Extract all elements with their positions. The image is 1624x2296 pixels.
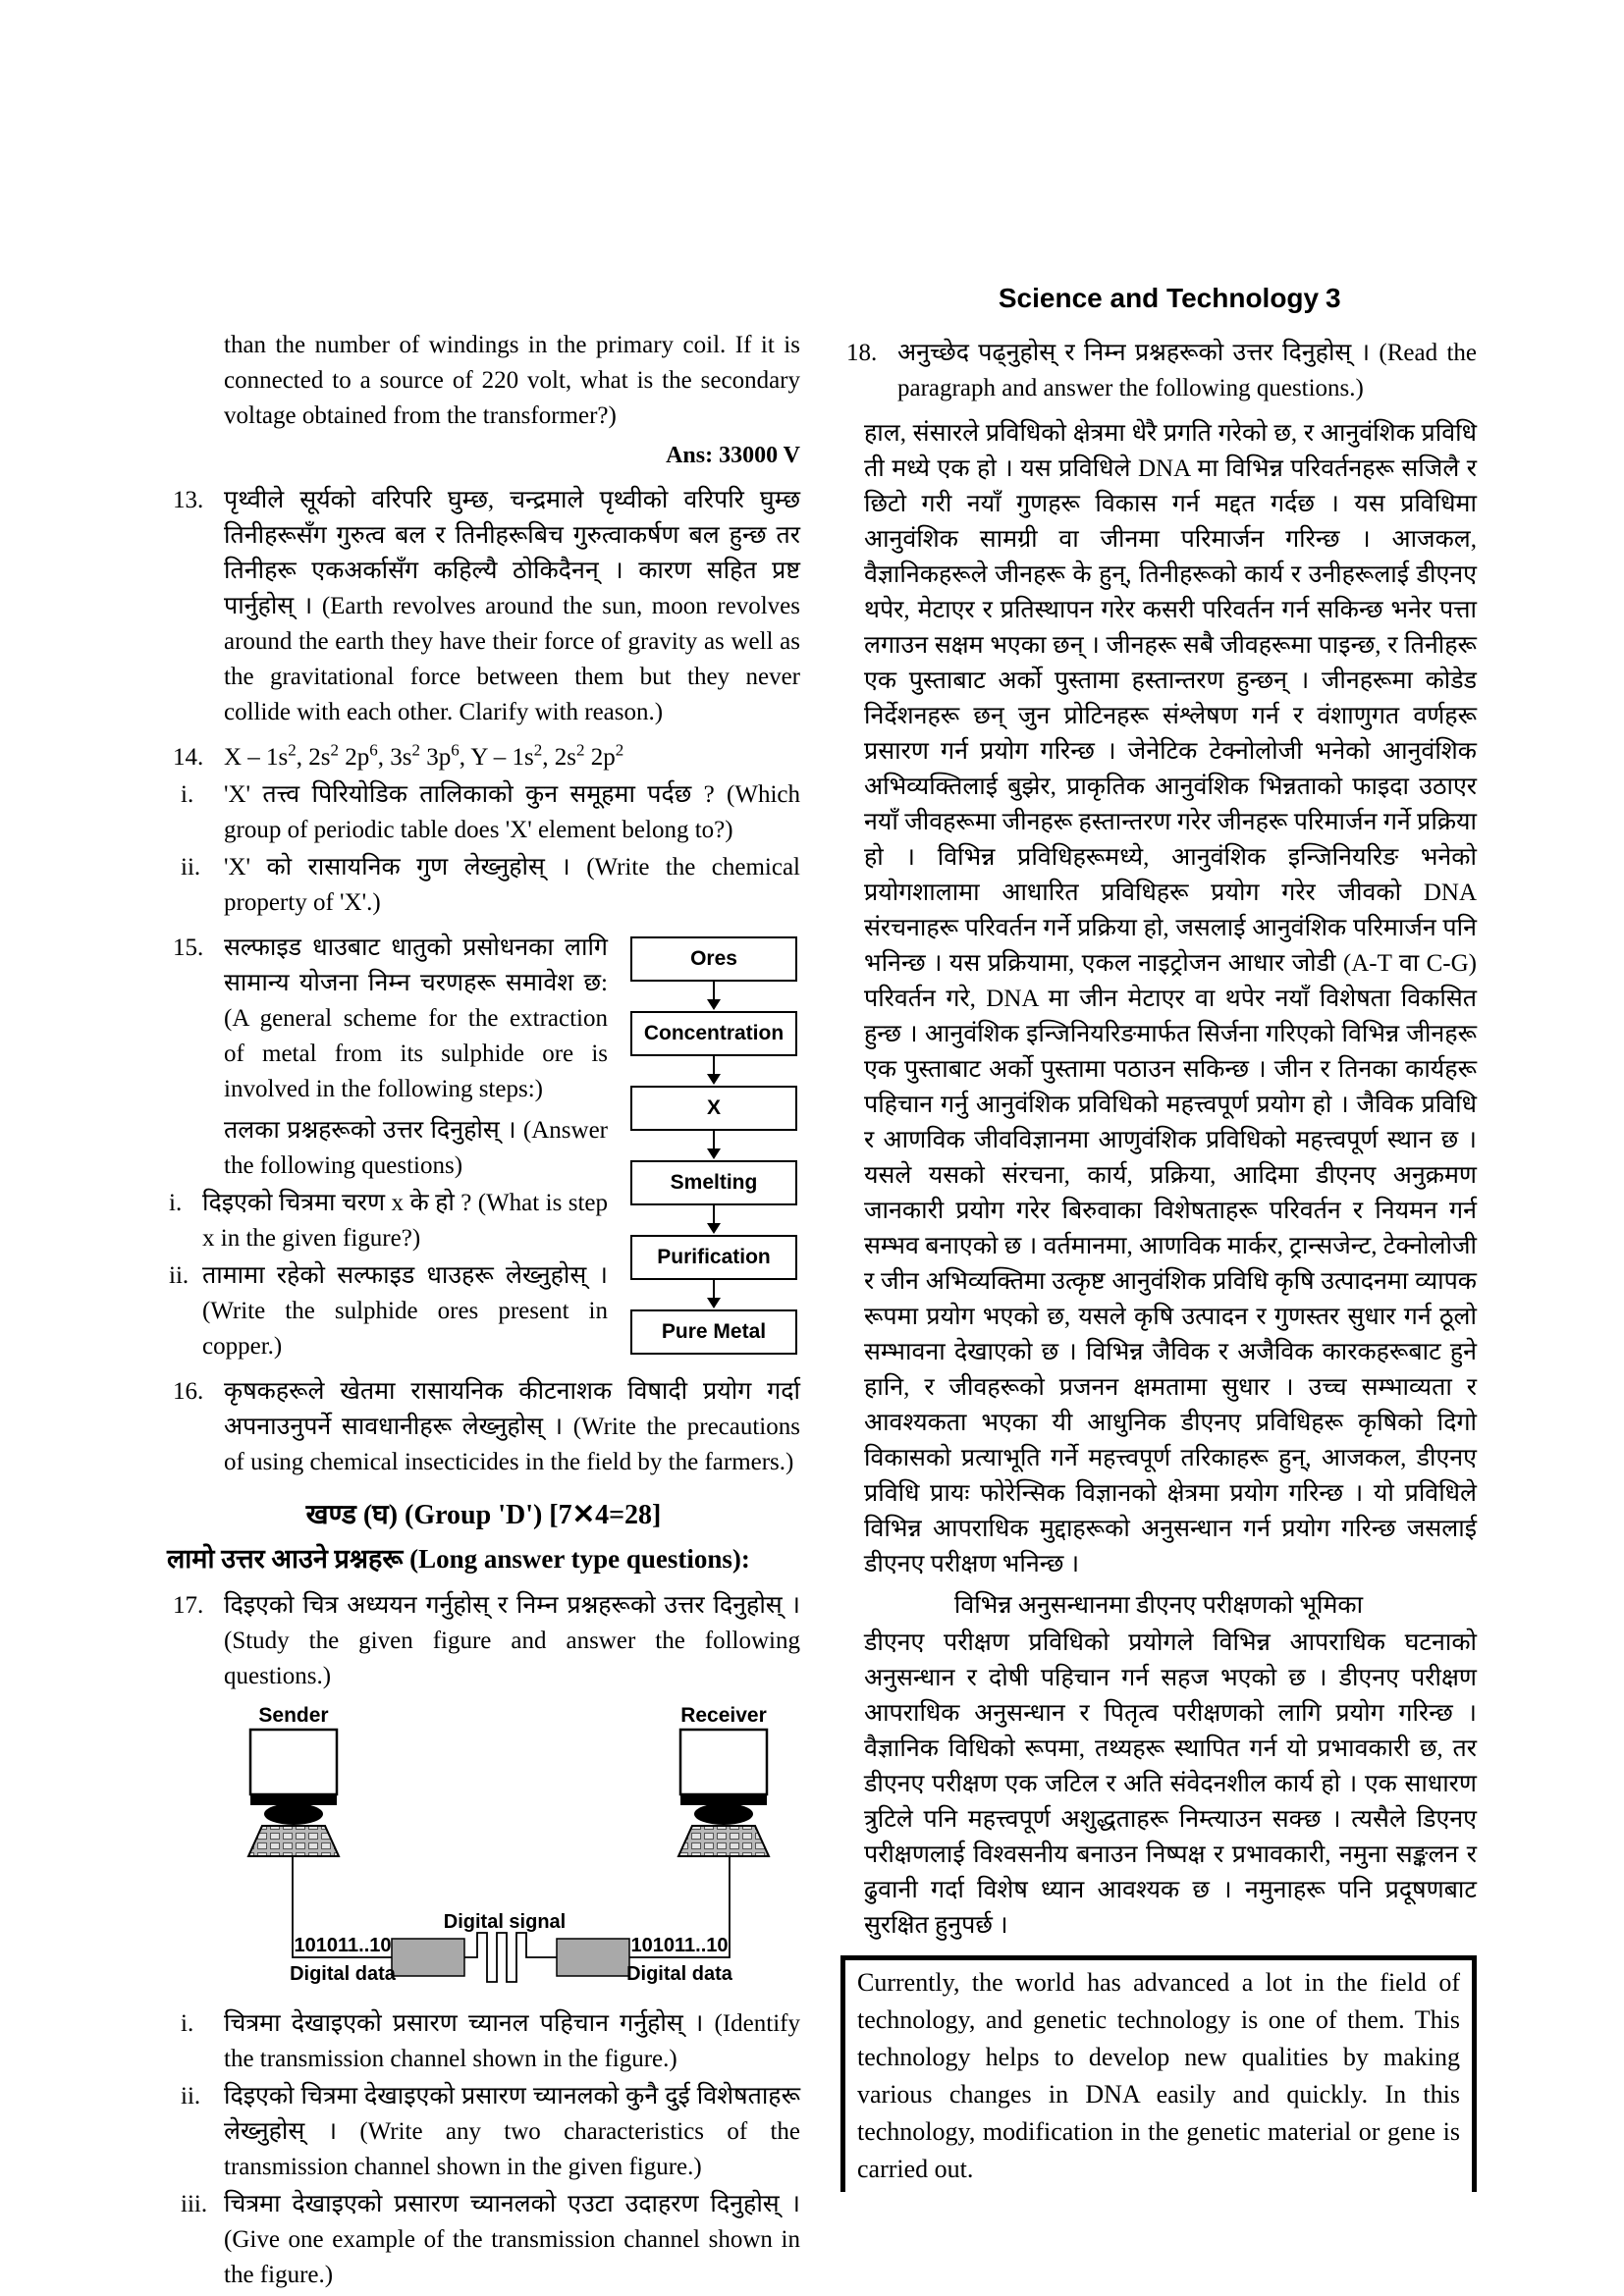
modem-box-right — [557, 1939, 629, 1976]
receiver-label: Receiver — [680, 1704, 767, 1727]
electron-configuration-formula: X – $1s^2$, $2s^2$ $2p^6$, $3s^2$ $3p^6$, Y – $1s^2$, $2s^2$ $2p^2$ — [224, 740, 624, 771]
question-text: सल्फाइड धाउबाट धातुको प्रसोधनका लागि सामान्य योजना निम्न चरणहरू समावेश छ: (A general scheme for the extraction of metal from its sulphide ore is involved in the following steps:) — [224, 934, 608, 1102]
question-15-block — [167, 931, 800, 1480]
sender-monitor-icon — [250, 1730, 337, 1794]
sub-question-number: i. — [181, 2010, 194, 2037]
sub-question-text: दिइएको चित्रमा देखाइएको प्रसारण च्यानलको कुनै दुई विशेषताहरू लेख्नुहोस् । (Write any two characteristics of the transmission channel shown in the given figure.) — [224, 2083, 800, 2180]
flowchart-down-arrow-icon — [706, 1131, 722, 1160]
flowchart-step-box: X — [630, 1086, 797, 1131]
receiver-monitor-stand-icon — [694, 1803, 753, 1825]
question-17-sub-iii — [167, 2187, 800, 2293]
passage-subheading: विभिन्न अनुसन्धानमा डीएनए परीक्षणको भूमिका — [953, 1592, 1364, 1619]
modem-box-left — [392, 1939, 464, 1976]
digital-data-bits-right: 101011..10 — [630, 1935, 729, 1956]
long-answer-heading: लामो उत्तर आउने प्रश्नहरू (Long answer type questions): — [167, 1544, 750, 1574]
group-d-heading: खण्ड (घ) (Group 'D') [7✕4=28] — [305, 1500, 662, 1530]
digital-data-bits-left: 101011..10 — [294, 1935, 392, 1956]
sub-question-number: ii. — [169, 1262, 189, 1289]
question-14 — [167, 740, 800, 775]
receiver-monitor-icon — [680, 1730, 767, 1794]
reading-passage-paragraph-2: डीएनए परीक्षण प्रविधिको प्रयोगले विभिन्न आपराधिक घटनाको अनुसन्धान र दोषी पहिचान गर्न सहज भएको छ । डीएनए परीक्षण आपराधिक अनुसन्धान र पितृत्व परीक्षणको लागि प्रयोग गरिन्छ । वैज्ञानिक विधिको रूपमा, तथ्यहरू स्थापित गर्न यो प्रभावकारी छ, तर डीएनए परीक्षण एक जटिल र अति संवेदनशील कार्य हो । एक साधारण त्रुटिले पनि महत्त्वपूर्ण अशुद्धताहरू निम्त्याउन सक्छ । त्यसैले डिएनए परीक्षणलाई विश्वसनीय बनाउन निष्पक्ष र प्रभावकारी, नमुना सङ्कलन र ढुवानी गर्दा विशेष ध्यान आवश्यक छ । नमुनाहरू पनि प्रदूषणबाट सुरक्षित हुनुपर्छ । — [864, 1629, 1477, 1939]
question-number: 14. — [173, 744, 204, 771]
question-12-continuation: than the number of windings in the primary coil. If it is connected to a source of 220 volt, what is the secondary voltage obtained from the transformer?) — [224, 332, 800, 429]
question-15-sub-i — [167, 1186, 800, 1256]
flowchart-step-box: Concentration — [630, 1011, 797, 1056]
question-number: 17. — [173, 1592, 204, 1619]
sub-question-text: 'X' तत्त्व पिरियोडिक तालिकाको कुन समूहमा पर्दछ ? (Which group of periodic table does 'X' element belong to?) — [224, 781, 800, 843]
question-number: 13. — [173, 487, 204, 513]
square-wave-icon — [473, 1933, 540, 1982]
sub-question-number: ii. — [181, 2083, 201, 2109]
digital-data-label-right: Digital data — [626, 1963, 732, 1985]
question-18 — [840, 336, 1477, 406]
question-text: कृषकहरूले खेतमा रासायनिक कीटनाशक विषादी प्रयोग गर्दा अपनाउनुपर्ने सावधानीहरू लेख्नुहोस् । (Write the precautions of using chemical insecticides in the field by the farmers.) — [224, 1378, 800, 1475]
question-14-sub-ii — [167, 850, 800, 921]
sub-question-text: 'X' को रासायनिक गुण लेख्नुहोस् । (Write the chemical property of 'X'.) — [224, 854, 800, 916]
answer-value: Ans: 33000 V — [666, 443, 800, 468]
flowchart-step-box: Purification — [630, 1235, 797, 1280]
boxed-english-translation: Currently, the world has advanced a lot in the field of technology, and genetic technology is one of them. This technology helps to develop new qualities by making various changes in DNA easily and quickly. In this technology, modification in the genetic material or gene is carried out. — [840, 1955, 1477, 2192]
transmission-channel-figure — [167, 1704, 800, 2004]
receiver-keyboard-icon — [678, 1826, 769, 1856]
sender-keyboard-icon — [248, 1826, 339, 1856]
question-text: पृथ्वीले सूर्यको वरिपरि घुम्छ, चन्द्रमाले पृथ्वीको वरिपरि घुम्छ तिनीहरूसँग गुरुत्व बल र तिनीहरूबिच गुरुत्वाकर्षण बल हुन्छ तर तिनीहरू एकअर्कासँग कहिल्यै ठोकिदैनन् । कारण सहित प्रष्ट पार्नुहोस् । (Earth revolves around the sun, moon revolves around the earth they have their force of gravity as well as the gravitational force between them but they never collide with each other. Clarify with reason.) — [224, 487, 800, 725]
sub-question-text: चित्रमा देखाइएको प्रसारण च्यानलको एउटा उदाहरण दिनुहोस् । (Give one example of the transmission channel shown in the figure.) — [224, 2191, 800, 2288]
question-text: दिइएको चित्र अध्ययन गर्नुहोस् र निम्न प्रश्नहरूको उत्तर दिनुहोस् । (Study the given figure and answer the following questions.) — [224, 1592, 800, 1689]
question-16 — [167, 1374, 800, 1480]
page-number: 3 — [1326, 283, 1341, 313]
question-14-sub-i — [167, 777, 800, 848]
question-number: 15. — [173, 934, 204, 961]
sender-computer-icon — [248, 1704, 339, 1856]
left-column — [167, 328, 800, 2293]
sub-question-text: चित्रमा देखाइएको प्रसारण च्यानल पहिचान गर्नुहोस् । (Identify the transmission channel shown in the figure.) — [224, 2010, 800, 2072]
sender-label: Sender — [258, 1704, 329, 1727]
question-15 — [167, 931, 800, 1107]
sub-question-number: ii. — [181, 854, 201, 881]
receiver-computer-icon — [678, 1704, 769, 1856]
question-number: 16. — [173, 1378, 204, 1405]
right-column — [840, 336, 1477, 2192]
sub-question-number: i. — [181, 781, 194, 808]
answer-prompt: तलका प्रश्नहरूको उत्तर दिनुहोस् । (Answer the following questions) — [224, 1117, 608, 1179]
flowchart-step-box: Ores — [630, 936, 797, 982]
digital-signal-label: Digital signal — [443, 1911, 567, 1933]
question-text: अनुच्छेद पढ्नुहोस् र निम्न प्रश्नहरूको उत्तर दिनुहोस् । (Read the paragraph and answer the following questions.) — [897, 340, 1477, 401]
question-13 — [167, 483, 800, 730]
flowchart-step-box: Smelting — [630, 1160, 797, 1205]
question-17 — [167, 1588, 800, 1694]
question-number: 18. — [846, 340, 878, 366]
page-title: Science and Technology — [998, 283, 1320, 313]
question-17-sub-ii — [167, 2079, 800, 2185]
page-header — [840, 283, 1477, 322]
sub-question-text: दिइएको चित्रमा चरण x के हो ? (What is step x in the given figure?) — [202, 1190, 608, 1252]
sub-question-number: i. — [169, 1190, 183, 1216]
reading-passage-paragraph-1: हाल, संसारले प्रविधिको क्षेत्रमा धेरै प्रगति गरेको छ, र आनुवंशिक प्रविधि ती मध्ये एक हो । यस प्रविधिले DNA मा विभिन्न परिवर्तनहरू सजिलै र छिटो गरी नयाँ गुणहरू विकास गर्न मद्दत गर्दछ । यस प्रविधिमा आनुवंशिक सामग्री वा जीनमा परिमार्जन गरिन्छ । आजकल, वैज्ञानिकहरूले जीनहरू के हुन्, तिनीहरूको कार्य र उनीहरूलाई डीएनए थपेर, मेटाएर र प्रतिस्थापन गरेर कसरी परिवर्तन गर्न सकिन्छ भनेर पत्ता लगाउन सक्षम भएका छन् । जीनहरू सबै जीवहरूमा पाइन्छ, र तिनीहरू एक पुस्ताबाट अर्को पुस्तामा हस्तान्तरण हुन्छन् । जीनहरूमा कोडेड निर्देशनहरू छन् जुन प्रोटिनहरू संश्लेषण गर्न र वंशाणुगत वर्णहरू प्रसारण गर्न प्रयोग गरिन्छ । जेनेटिक टेक्नोलोजी भनेको आनुवंशिक अभिव्यक्तिलाई बुझेर, प्राकृतिक आनुवंशिक भिन्नताको फाइदा उठाएर नयाँ जीवहरूमा जीनहरू हस्तान्तरण गरेर जीनहरू परिमार्जन गर्ने प्रक्रिया हो । विभिन्न प्रविधिहरूमध्ये, आनुवंशिक इन्जिनियरिङ भनेको प्रयोगशालामा आधारित प्रविधिहरू प्रयोग गरेर जीवको DNA संरचनाहरू परिवर्तन गर्ने प्रक्रिया हो, जसलाई आनुवंशिक परिमार्जन पनि भनिन्छ । यस प्रक्रियामा, एकल नाइट्रोजन आधार जोडी (A-T वा C-G) परिवर्तन गरे, DNA मा जीन मेटाएर वा थपेर नयाँ विशेषता विकसित हुन्छ । आनुवंशिक इन्जिनियरिङमार्फत सिर्जना गरिएको विभिन्न जीनहरू एक पुस्ताबाट अर्को पुस्तामा पठाउन सकिन्छ । जीन र तिनका कार्यहरू पहिचान गर्नु आनुवंशिक प्रविधिको महत्त्वपूर्ण प्रयोग हो । जैविक प्रविधि र आणविक जीवविज्ञानमा आणुवंशिक प्रविधिको महत्त्वपूर्ण स्थान छ । यसले यसको संरचना, कार्य, प्रक्रिया, आदिमा डीएनए अनुक्रमण जानकारी प्रयोग गरेर बिरुवाका विशेषताहरू परिवर्तन र नियमन गर्न सम्भव बनाएको छ । वर्तमानमा, आणविक मार्कर, ट्रान्सजेन्ट, टेक्नोलोजी र जीन अभिव्यक्तिमा उत्कृष्ट आनुवंशिक प्रविधि कृषि उत्पादनमा व्यापक रूपमा प्रयोग भएको छ, यसले कृषि उत्पादन र गुणस्तर सुधार गर्न ठूलो सम्भावना देखाएको छ । विभिन्न जैविक र अजैविक कारकहरूबाट हुने हानि, र जीवहरूको प्रजनन क्षमतामा सुधार । उच्च सम्भाव्यता र आवश्यकता भएका यी आधुनिक डीएनए प्रविधिहरू कृषिको दिगो विकासको प्रत्याभूति गर्ने महत्त्वपूर्ण तरिकाहरू हुन्, आजकल, डीएनए प्रविधि प्रायः फोरेन्सिक विज्ञानको क्षेत्रमा प्रयोग गरिन्छ । यो प्रविधिले विभिन्न आपराधिक मुद्दाहरूको अनुसन्धान गर्न प्रयोग गरिन्छ जसलाई डीएनए परीक्षण भनिन्छ । — [864, 420, 1477, 1577]
sub-question-number: iii. — [181, 2191, 208, 2217]
question-15-sub-ii — [167, 1258, 800, 1364]
sender-monitor-stand-icon — [264, 1803, 323, 1825]
question-17-sub-i — [167, 2006, 800, 2077]
flowchart-step-box: Pure Metal — [630, 1309, 797, 1355]
sender-receiver-diagram — [167, 1704, 800, 1994]
digital-data-label-left: Digital data — [290, 1963, 396, 1985]
sub-question-text: तामामा रहेको सल्फाइड धाउहरू लेख्नुहोस् । (Write the sulphide ores present in copper.) — [202, 1262, 608, 1360]
